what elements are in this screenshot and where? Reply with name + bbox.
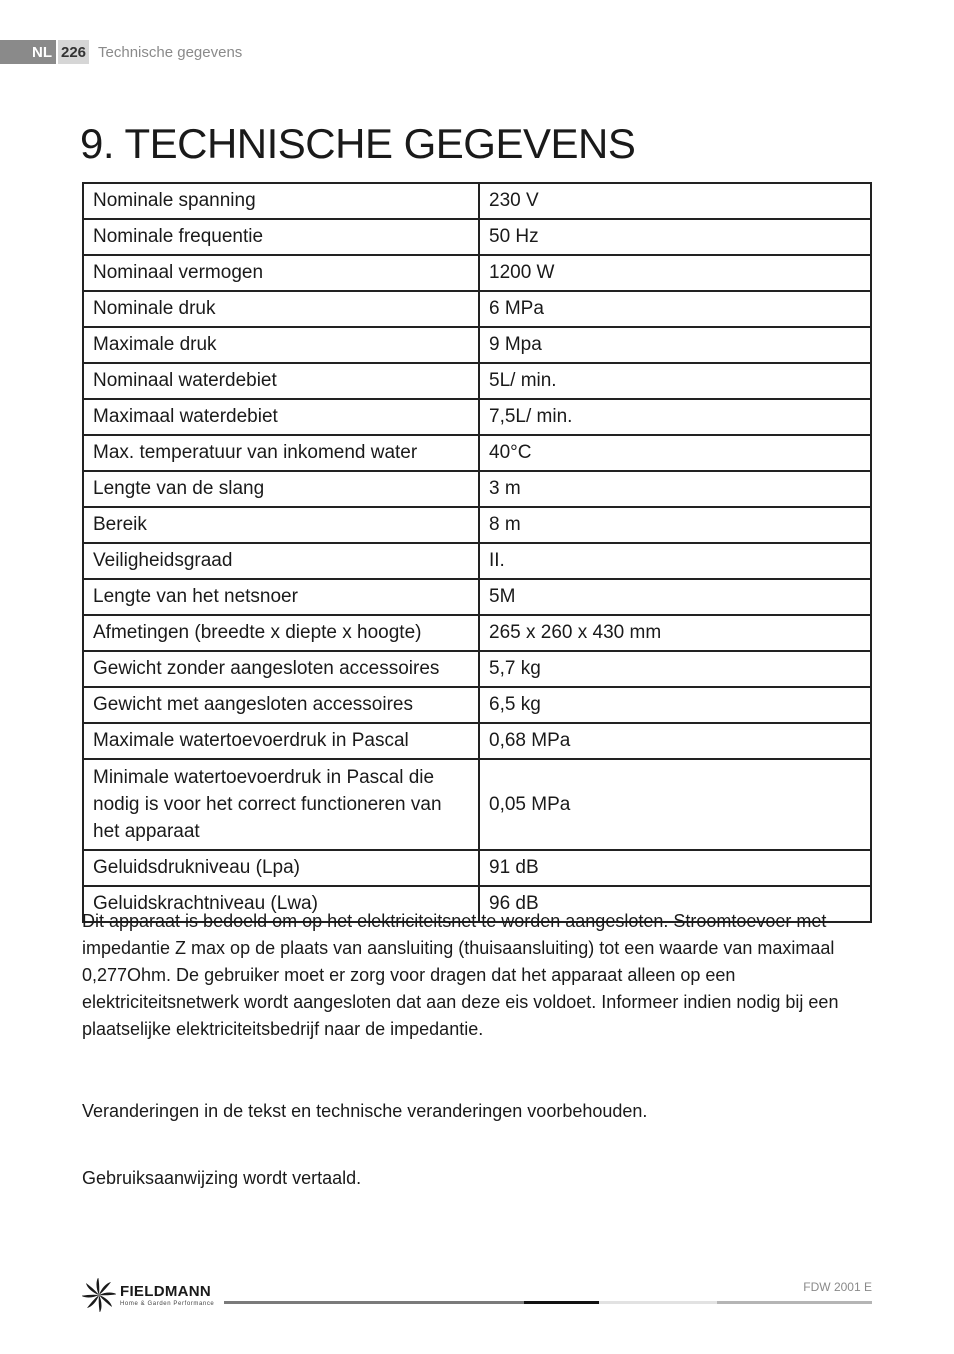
spec-row <box>83 291 871 327</box>
spec-label: Veiligheidsgraad <box>83 543 479 579</box>
spec-row <box>83 850 871 886</box>
footer-rule-mid <box>717 1301 872 1304</box>
brand-logo <box>82 1278 214 1312</box>
spec-value: 9 Mpa <box>479 327 871 363</box>
spec-row <box>83 219 871 255</box>
spec-row <box>83 651 871 687</box>
section-label: Technische gegevens <box>98 43 243 61</box>
spec-value: 6,5 kg <box>479 687 871 723</box>
spec-row <box>83 579 871 615</box>
spec-row <box>83 183 871 219</box>
spec-label: Afmetingen (breedte x diepte x hoogte) <box>83 615 479 651</box>
spec-value: 5M <box>479 579 871 615</box>
spec-value: 5,7 kg <box>479 651 871 687</box>
spec-row <box>83 327 871 363</box>
spec-value: 5L/ min. <box>479 363 871 399</box>
page-title: 9. TECHNISCHE GEGEVENS <box>80 120 636 167</box>
spec-value: 0,05 MPa <box>479 759 871 850</box>
spec-label: Nominale spanning <box>83 183 479 219</box>
spec-label: Lengte van het netsnoer <box>83 579 479 615</box>
footer-rule-black <box>524 1301 599 1304</box>
spec-label: Gewicht zonder aangesloten accessoires <box>83 651 479 687</box>
spec-row <box>83 363 871 399</box>
page-header <box>0 40 242 64</box>
spec-row <box>83 615 871 651</box>
footer-rule-grey <box>224 1301 524 1304</box>
spec-value: 6 MPa <box>479 291 871 327</box>
spec-label: Bereik <box>83 507 479 543</box>
spec-value: 1200 W <box>479 255 871 291</box>
spec-label: Gewicht met aangesloten accessoires <box>83 687 479 723</box>
spec-label: Nominale druk <box>83 291 479 327</box>
spec-row <box>83 723 871 759</box>
spec-row <box>83 399 871 435</box>
spec-row <box>83 687 871 723</box>
spec-label: Geluidsdrukniveau (Lpa) <box>83 850 479 886</box>
spec-label: Maximale watertoevoerdruk in Pascal <box>83 723 479 759</box>
spec-value: 0,68 MPa <box>479 723 871 759</box>
brand-tagline: Home & Garden Performance <box>120 1301 215 1307</box>
spec-value: 7,5L/ min. <box>479 399 871 435</box>
footer-rule-light <box>599 1301 717 1304</box>
page-number: 226 <box>58 40 89 64</box>
impedance-note: Dit apparaat is bedoeld om op het elektriciteitsnet te worden aangesloten. Stroomtoevoer met impedantie Z max op de plaats van aansluiting (thuisaansluiting) tot een waarde van maximaal 0,277Ohm. De gebruiker moet er zorg voor dragen dat het apparaat alleen op een elektriciteitsnetwerk wordt aangesloten dat aan deze eis voldoet. Informeer indien nodig bij een plaatselijke elektriciteitsbedrijf naar de impedantie. <box>82 911 839 1039</box>
spec-label: Geluidskrachtniveau (Lwa) <box>83 886 479 922</box>
spec-label: Nominaal vermogen <box>83 255 479 291</box>
spec-label: Minimale watertoevoerdruk in Pascal die nodig is voor het correct functioneren van het apparaat <box>83 759 479 850</box>
brand-name: FIELDMANN <box>120 1283 212 1300</box>
translation-note: Gebruiksaanwijzing wordt vertaald. <box>82 1168 362 1188</box>
spec-value: 265 x 260 x 430 mm <box>479 615 871 651</box>
spec-value: 91 dB <box>479 850 871 886</box>
model-number: FDW 2001 E <box>803 1280 872 1294</box>
spec-row <box>83 543 871 579</box>
spec-label: Lengte van de slang <box>83 471 479 507</box>
spec-value: 50 Hz <box>479 219 871 255</box>
changes-note: Veranderingen in de tekst en technische veranderingen voorbehouden. <box>82 1101 648 1121</box>
spec-value: 96 dB <box>479 886 871 922</box>
spec-value: 8 m <box>479 507 871 543</box>
spec-row <box>83 507 871 543</box>
spec-row <box>83 255 871 291</box>
spec-label: Nominale frequentie <box>83 219 479 255</box>
spec-row <box>83 759 871 850</box>
spec-row <box>83 435 871 471</box>
fan-logo-icon <box>82 1278 116 1312</box>
spec-label: Maximale druk <box>83 327 479 363</box>
spec-label: Max. temperatuur van inkomend water <box>83 435 479 471</box>
spec-value: II. <box>479 543 871 579</box>
spec-value: 230 V <box>479 183 871 219</box>
spec-table <box>82 182 872 923</box>
spec-value: 3 m <box>479 471 871 507</box>
spec-value: 40°C <box>479 435 871 471</box>
spec-label: Nominaal waterdebiet <box>83 363 479 399</box>
spec-row <box>83 471 871 507</box>
spec-label: Maximaal waterdebiet <box>83 399 479 435</box>
language-tab: NL <box>0 40 56 64</box>
